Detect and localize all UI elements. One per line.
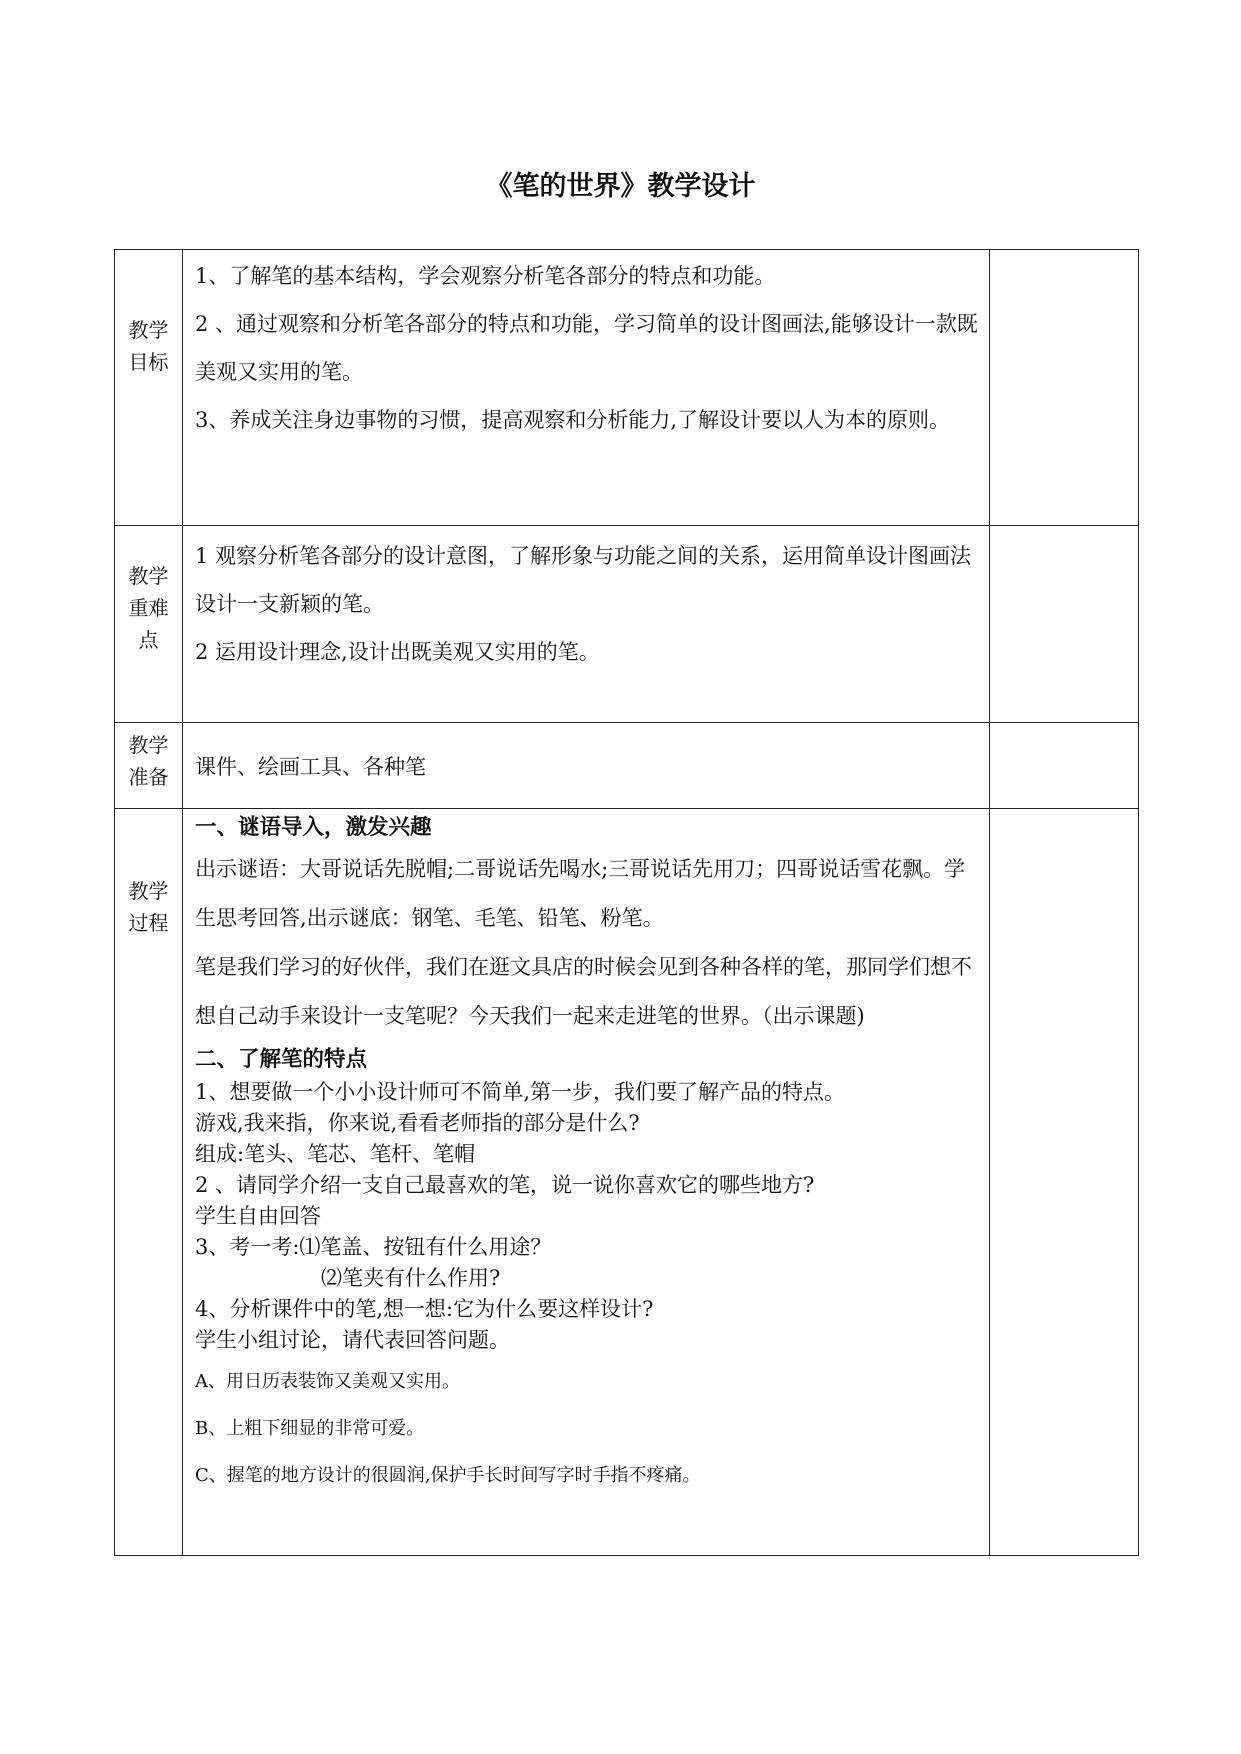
key-point-item: 1 观察分析笔各部分的设计意图，了解形象与功能之间的关系，运用简单设计图画法设计一支新颖的笔。 <box>195 544 972 616</box>
section-heading-features: 二、了解笔的特点 <box>195 1047 368 1072</box>
label-preparation-text: 教学准备 <box>128 733 169 789</box>
goal-item: 1、了解笔的基本结构，学会观察分析笔各部分的特点和功能。 <box>195 264 776 288</box>
goals-content <box>183 250 990 526</box>
label-process <box>115 809 183 1556</box>
label-goals <box>115 250 183 526</box>
process-content <box>183 809 990 1556</box>
row-key-points <box>115 526 1139 723</box>
feature-line: 4、分析课件中的笔,想一想:它为什么要这样设计? <box>195 1297 654 1321</box>
goal-item: 3、养成关注身边事物的习惯，提高观察和分析能力,了解设计要以人为本的原则。 <box>195 408 951 432</box>
lesson-plan-table <box>114 249 1139 1556</box>
answer-item: A、用日历表装饰又美观又实用。 <box>195 1371 460 1392</box>
feature-line: 1、想要做一个小小设计师可不简单,第一步，我们要了解产品的特点。 <box>195 1080 846 1104</box>
feature-line: 学生小组讨论，请代表回答问题。 <box>195 1328 510 1352</box>
key-points-content <box>183 526 990 723</box>
label-preparation <box>115 723 183 809</box>
label-key-points <box>115 526 183 723</box>
goal-item: 2 、通过观察和分析笔各部分的特点和功能，学习简单的设计图画法,能够设计一款既美观又实用的笔。 <box>195 312 978 384</box>
label-key-points-text: 教学重难点 <box>128 564 169 652</box>
answer-item: C、握笔的地方设计的很圆润,保护手长时间写字时手指不疼痛。 <box>195 1465 701 1486</box>
notes-cell-key-points <box>990 526 1139 723</box>
page-title: 《笔的世界》教学设计 <box>485 171 756 202</box>
preparation-text: 课件、绘画工具、各种笔 <box>195 755 426 779</box>
feature-line: 3、考一考:⑴笔盖、按钮有什么用途？ <box>195 1235 552 1259</box>
row-process <box>115 809 1139 1556</box>
riddle-paragraph: 出示谜语：大哥说话先脱帽;二哥说话先喝水;三哥说话先用刀；四哥说话雪花飘。学生思考回答,出示谜底：钢笔、毛笔、铅笔、粉笔。 <box>195 857 966 930</box>
feature-line: 游戏,我来指，你来说,看看老师指的部分是什么? <box>195 1111 640 1135</box>
label-process-text: 教学过程 <box>128 879 169 935</box>
row-goals <box>115 250 1139 526</box>
row-preparation <box>115 723 1139 809</box>
feature-line: 组成:笔头、笔芯、笔杆、笔帽 <box>195 1142 476 1166</box>
preparation-content <box>183 723 990 809</box>
feature-line: ⑵笔夹有什么作用? <box>321 1266 501 1290</box>
notes-cell-preparation <box>990 723 1139 809</box>
notes-cell-process <box>990 809 1139 1556</box>
notes-cell-goals <box>990 250 1139 526</box>
feature-line: 学生自由回答 <box>195 1204 321 1228</box>
label-goals-text: 教学目标 <box>128 318 169 374</box>
feature-line: 2 、请同学介绍一支自己最喜欢的笔，说一说你喜欢它的哪些地方? <box>195 1173 815 1197</box>
key-point-item: 2 运用设计理念,设计出既美观又实用的笔。 <box>195 640 600 664</box>
section-heading-intro: 一、谜语导入，激发兴趣 <box>195 815 432 840</box>
answer-item: B、上粗下细显的非常可爱。 <box>195 1418 425 1439</box>
intro-paragraph: 笔是我们学习的好伙伴，我们在逛文具店的时候会见到各种各样的笔，那同学们想不想自己动手来设计一支笔呢？今天我们一起来走进笔的世界。（出示课题) <box>195 955 972 1028</box>
